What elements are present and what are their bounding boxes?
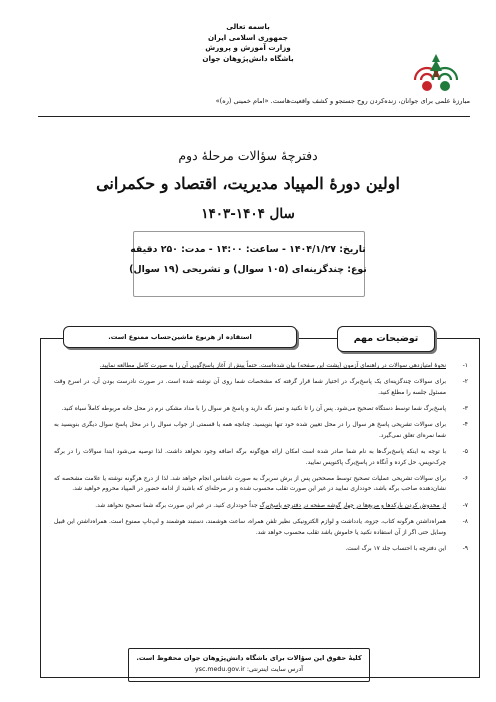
slogan-quote: مبارزهٔ علمی برای جوانان، زنده‌کردن روح جستجو و کشف واقعیت‌هاست. «امام خمینی (ره)»: [215, 97, 470, 105]
exam-date-time: تاریخ: ۱۴۰۴/۱/۲۷ - ساعت: ۱۴:۰۰ - مدت: ۲۵۰ دقیقه: [130, 244, 366, 255]
calculator-warning: استفاده از هرنوع ماشین‌حساب ممنوع است.: [63, 326, 297, 348]
instruction-item: ۲- برای سوالات چندگزینه‌ای یک پاسخ‌برگ در اختیار شما قرار گرفته که مشخصات شما روی آن نوشته شده است. در صورت نادرست بودن آن، در اسرع وقت مسئول جلسه را مطلع کنید.: [54, 378, 468, 396]
instructions-title: توضیحات مهم: [337, 326, 435, 352]
booklet-title: دفترچهٔ سؤالات مرحلهٔ دوم: [178, 148, 318, 163]
copyright-notice: کلیهٔ حقوق این سؤالات برای باشگاه دانش‌پژوهان جوان محفوظ است.: [136, 654, 362, 662]
exam-question-types: نوع: چندگزینه‌ای (۱۰۵ سوال) و تشریحی (۱۹ سوال): [129, 264, 367, 275]
instruction-item: ۴- برای سوالات تشریحی پاسخ هر سوال را در محل تعیین شده خود تنها بنویسید. چنانچه همه یا قسمتی از جواب سوال را در محل پاسخ سوال دیگری بنویسید به شما نمره‌ای تعلق نمی‌گیرد.: [54, 421, 468, 439]
issuer-header: [110, 22, 386, 64]
header-line-country: جمهوری اسلامی ایران: [208, 32, 288, 42]
ysc-emblem-icon: [405, 46, 467, 100]
olympiad-title: اولین دورهٔ المپیاد مدیریت، اقتصاد و حکمرانی: [96, 174, 400, 193]
instruction-item: ۶- برای سوالات تشریحی عملیات تصحیح توسط مصححین پس از برش سربرگ به صورت ناشناس انجام خواهد شد. لذا از درج هرگونه نوشته یا علامت مشخصه که نشان‌دهنده صاحب برگه باشد، خودداری نمایید در غیر این صورت تقلب محسوب شده و در مرحله‌ای که باشید از ادامه حضور در المپیاد محروم خواهید شد.: [54, 474, 468, 493]
instruction-item: ۱- نحوهٔ امتیازدهی سوالات در راهنمای آزمون (پشت این صفحه) بیان شده‌است. حتماً پیش از آغاز پاسخ‌گویی آن را به صورت کامل مطالعه نمایید.: [99, 362, 468, 369]
instructions-list: [54, 361, 468, 560]
instruction-item: ۸- همراه‌داشتن هرگونه کتاب، جزوه، یادداشت و لوازم الکترونیکی نظیر تلفن همراه، ساعت هوشمند، دستبند هوشمند و لپ‌تاپ ممنوع است. همراه‌داشتن این قبیل وسایل حتی اگر از آن استفاده نکنید یا خاموش باشد تقلب محسوب خواهد شد.: [54, 518, 468, 536]
instruction-item: ۵- با توجه به اینکه پاسخ‌برگ‌ها به نام شما صادر شده است امکان ارائه هیچ‌گونه برگه اضافه وجود نخواهد داشت. لذا توصیه می‌شود ابتدا سوالات را در برگه چرک‌نویس، حل کرده و آنگاه در پاسخ‌برگ پاکنویس نمایید.: [54, 448, 468, 466]
instruction-item: ۷- از مخدوش کردن بارکدها و مربع‌ها در چهار گوشه صفحه در دفترچه پاسخ‌برگ جداً خودداری کنید. در غیر این صورت برگه شما تصحیح نخواهد شد.: [95, 501, 468, 509]
website-address: آدرس سایت اینترنتی: ysc.medu.gov.ir: [194, 666, 304, 673]
header-line-ministry: وزارت آموزش و پرورش: [205, 43, 291, 52]
header-line-club: باشگاه دانش‌پژوهان جوان: [202, 53, 294, 63]
instruction-item: ۹- این دفترچه با احتساب جلد ۱۷ برگ است.: [345, 544, 468, 552]
header-divider: [38, 116, 470, 117]
instruction-item: ۳- پاسخ‌برگ شما توسط دستگاه تصحیح می‌شود. پس آن را تا نکنید و تمیز نگه دارید و پاسخ هر سوال را با مداد مشکی نرم در محل خانه مربوطه کاملاً سیاه کنید.: [61, 405, 468, 413]
bismillah: باسمه تعالی: [226, 22, 270, 31]
academic-year: سال ۱۴۰۴-۱۴۰۳: [201, 206, 295, 222]
footer-box: [128, 648, 370, 682]
